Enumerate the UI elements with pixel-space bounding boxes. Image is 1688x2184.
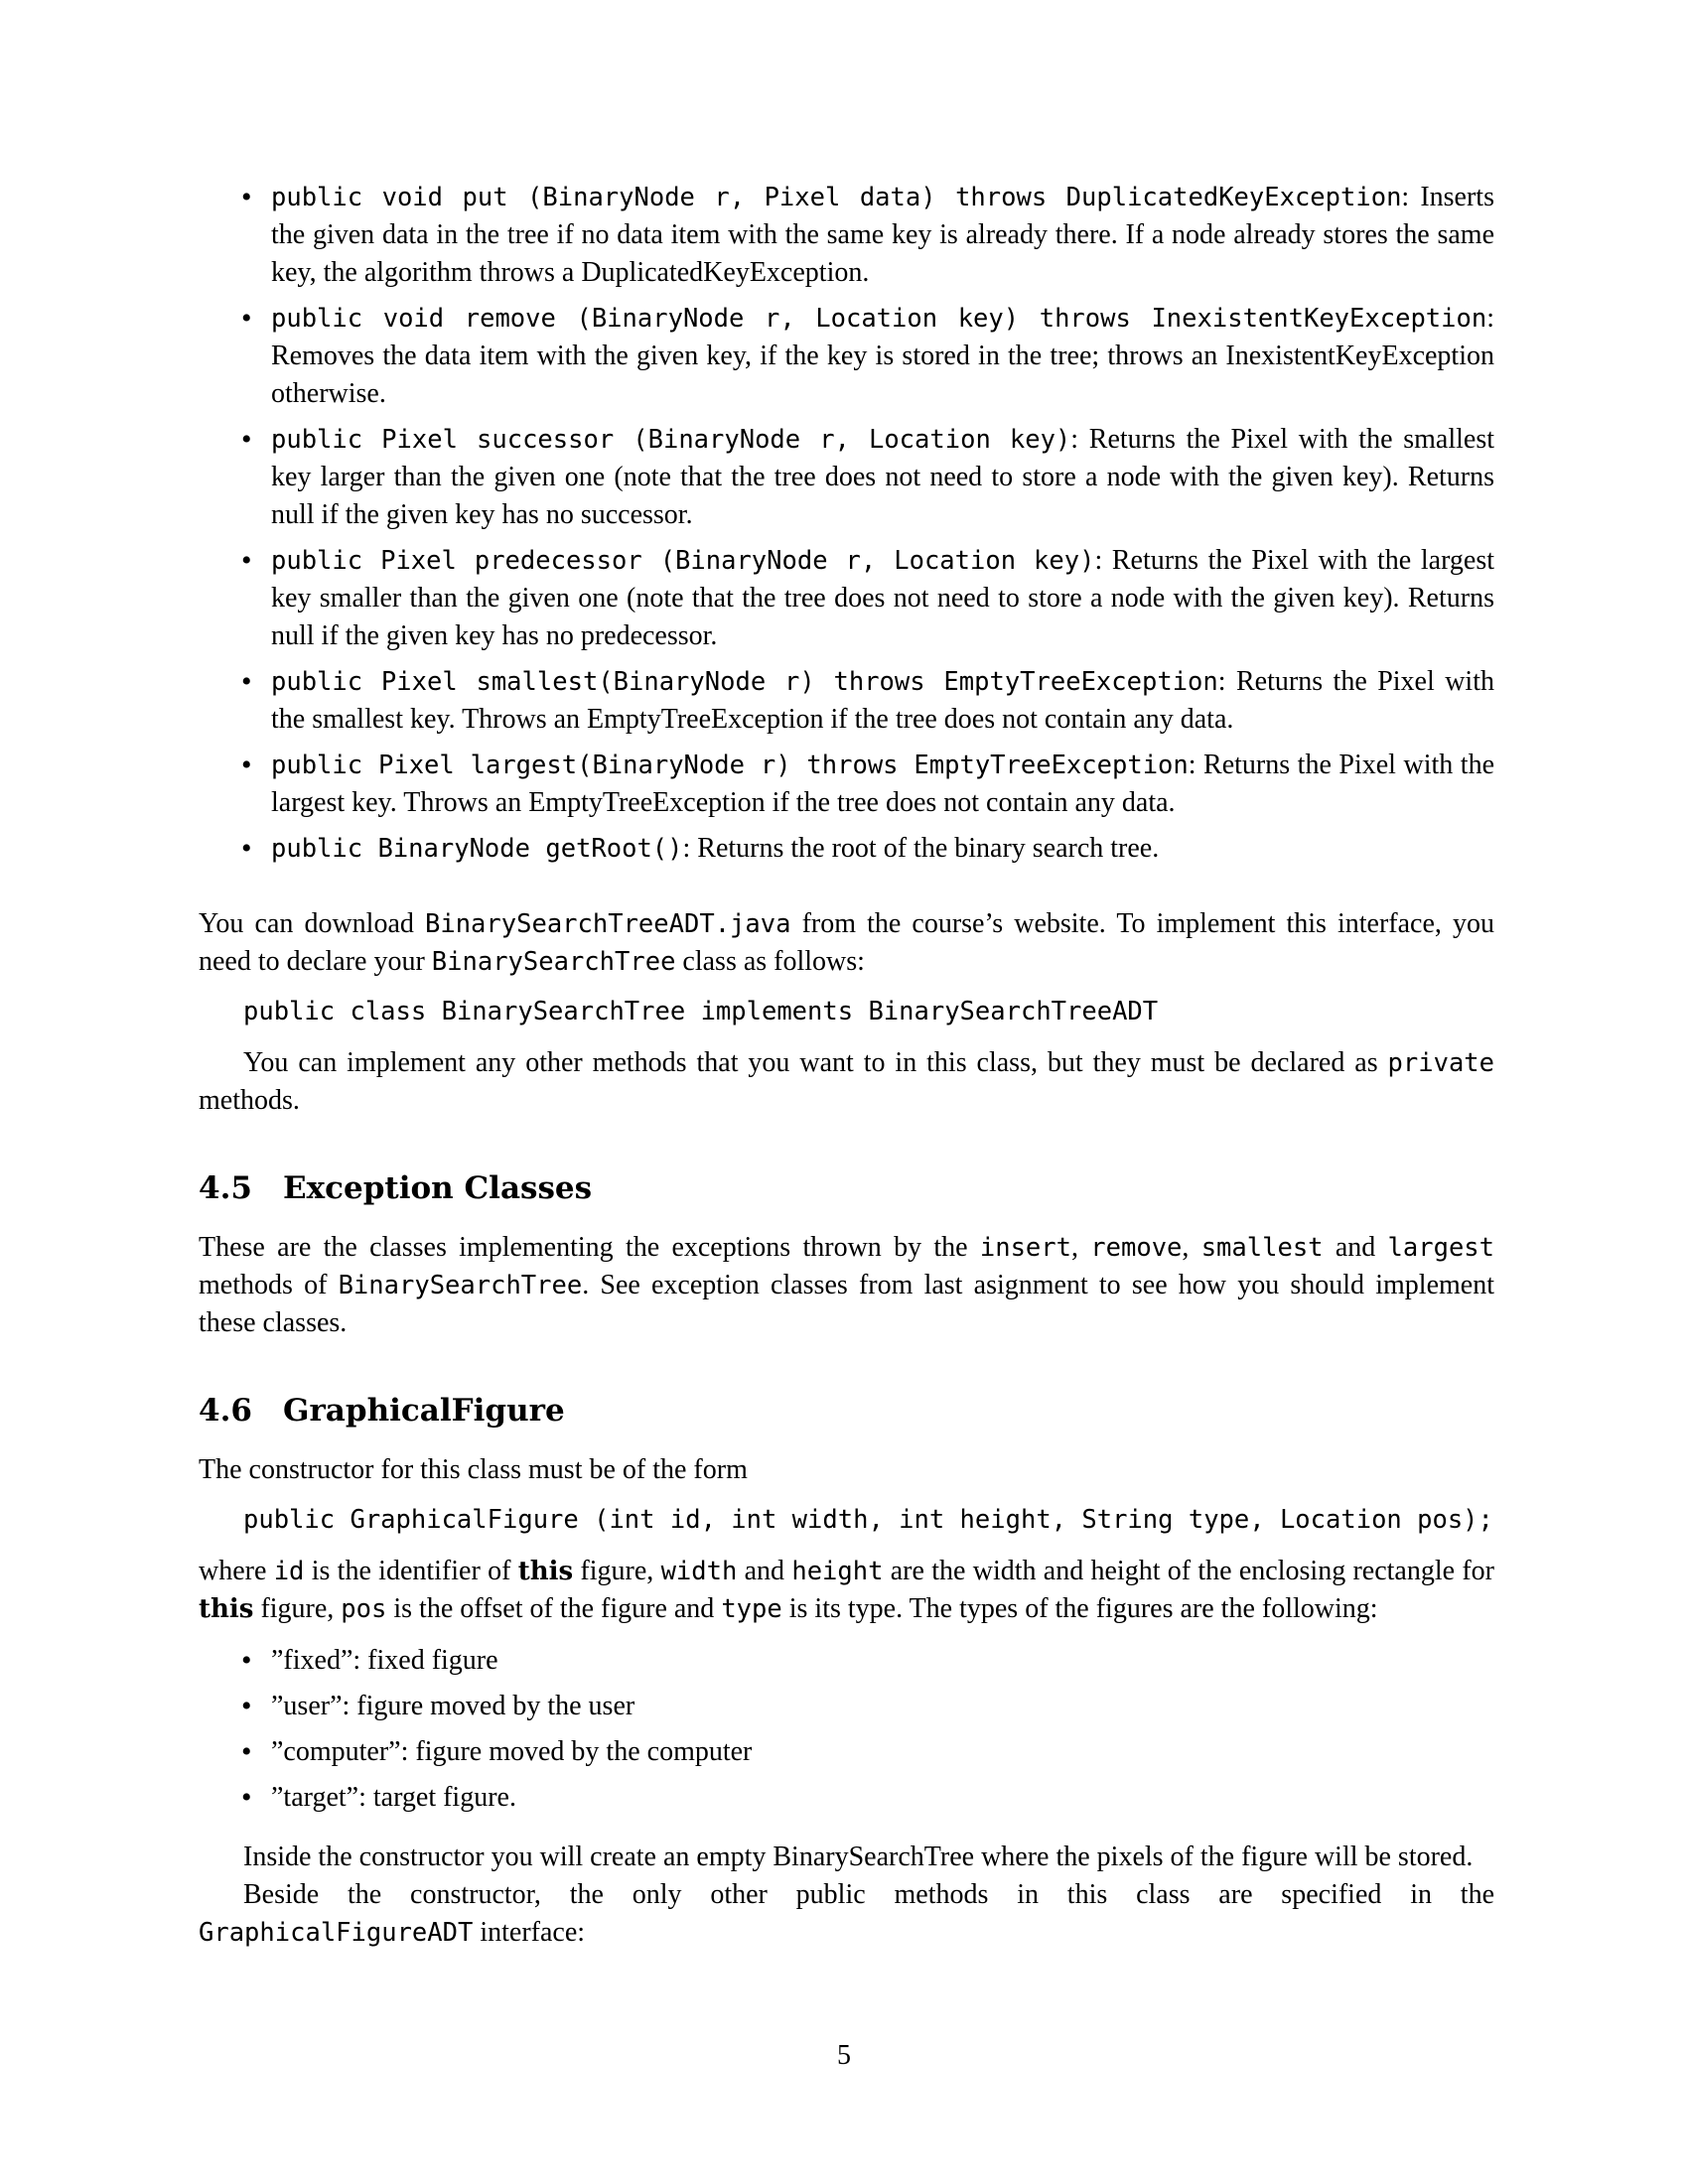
method-description: : Returns the Pixel with the smallest key. Throws an EmptyTreeException if the tree does not contain any data. bbox=[271, 666, 1494, 735]
method-description: : Returns the Pixel with the smallest key larger than the given one (note that the tree does not need to store a node with the given key). Returns null if the given key has no successor. bbox=[271, 424, 1494, 530]
section-number: 4.6 bbox=[199, 1393, 252, 1429]
method-signature: public void remove (BinaryNode r, Location key) throws InexistentKeyException bbox=[271, 304, 1487, 334]
section-heading-graphical-figure bbox=[199, 1392, 1494, 1430]
private-keyword: private bbox=[1387, 1048, 1494, 1078]
method-item bbox=[199, 747, 1494, 822]
section-title: Exception Classes bbox=[283, 1170, 593, 1206]
exception-paragraph: These are the classes implementing the exceptions thrown by the insert, remove, smallest and largest methods of BinarySearchTree. See exception classes from last asignment to see how you should implement these classes. bbox=[199, 1232, 1494, 1338]
section-number: 4.5 bbox=[199, 1170, 252, 1206]
method-item bbox=[199, 421, 1494, 534]
method-item bbox=[199, 830, 1494, 868]
method-list bbox=[199, 179, 1494, 868]
adt-interface-name: GraphicalFigureADT bbox=[199, 1918, 474, 1948]
method-signature: public void put (BinaryNode r, Pixel data) throws DuplicatedKeyException bbox=[271, 183, 1402, 212]
beside-constructor-line: Beside the constructor, the only other public methods in this class are specified in the bbox=[243, 1879, 1494, 1910]
method-signature: public BinaryNode getRoot() bbox=[271, 834, 683, 864]
private-note-paragraph: You can implement any other methods that you want to in this class, but they must be declared as private methods. bbox=[199, 1047, 1494, 1116]
class-name: BinarySearchTree bbox=[431, 947, 676, 977]
figure-type-item: • ”computer”: figure moved by the computer bbox=[199, 1733, 1494, 1771]
figure-type-item: • ”target”: target figure. bbox=[199, 1779, 1494, 1817]
section-title: GraphicalFigure bbox=[283, 1393, 565, 1429]
constructor-params-paragraph: where id is the identifier of this figure, width and height are the width and height of the enclosing rectangle for this figure, pos is the offset of the figure and type is its type. The types of the figures are the following: bbox=[199, 1556, 1495, 1624]
method-description: : Returns the Pixel with the largest key smaller than the given one (note that the tree does not need to store a node with the given key). Returns null if the given key has no predecessor. bbox=[271, 545, 1494, 651]
constructor-signature: public GraphicalFigure (int id, int width, int height, String type, Location pos); bbox=[243, 1505, 1493, 1535]
constructor-intro: The constructor for this class must be of the form bbox=[199, 1454, 748, 1485]
figure-type-item: • ”user”: figure moved by the user bbox=[199, 1688, 1494, 1725]
inside-constructor-paragraph: Inside the constructor you will create an empty BinarySearchTree where the pixels of the figure will be stored. bbox=[243, 1842, 1474, 1872]
method-signature: public Pixel largest(BinaryNode r) throws EmptyTreeException bbox=[271, 751, 1189, 780]
method-item bbox=[199, 179, 1494, 292]
method-signature: public Pixel smallest(BinaryNode r) throws EmptyTreeException bbox=[271, 667, 1218, 697]
method-description: : Returns the Pixel with the largest key. Throws an EmptyTreeException if the tree does not contain any data. bbox=[271, 750, 1494, 818]
method-description: : Removes the data item with the given key, if the key is stored in the tree; throws an InexistentKeyException otherwise. bbox=[271, 303, 1494, 409]
section-heading-exception-classes bbox=[199, 1169, 1494, 1207]
method-item bbox=[199, 300, 1494, 413]
adt-line: GraphicalFigureADT interface: bbox=[199, 1917, 586, 1948]
class-declaration: public class BinarySearchTree implements BinarySearchTreeADT bbox=[243, 997, 1159, 1026]
download-paragraph: You can download BinarySearchTreeADT.java from the course’s website. To implement this interface, you need to declare your BinarySearchTree class as follows: bbox=[199, 908, 1495, 977]
method-signature: public Pixel predecessor (BinaryNode r, Location key) bbox=[271, 546, 1095, 576]
document-page bbox=[199, 179, 1494, 1952]
method-description: : Returns the root of the binary search tree. bbox=[682, 833, 1160, 864]
figure-type-list bbox=[199, 1642, 1494, 1817]
file-name: BinarySearchTreeADT.java bbox=[425, 909, 791, 939]
method-description: : Inserts the given data in the tree if no data item with the same key is already there. If a node already stores the same key, the algorithm throws a DuplicatedKeyException. bbox=[271, 182, 1494, 288]
figure-type-item: • ”fixed”: fixed figure bbox=[199, 1642, 1494, 1680]
method-item bbox=[199, 542, 1494, 655]
method-item bbox=[199, 663, 1494, 739]
page-number: 5 bbox=[837, 2040, 851, 2071]
method-signature: public Pixel successor (BinaryNode r, Location key) bbox=[271, 425, 1071, 455]
